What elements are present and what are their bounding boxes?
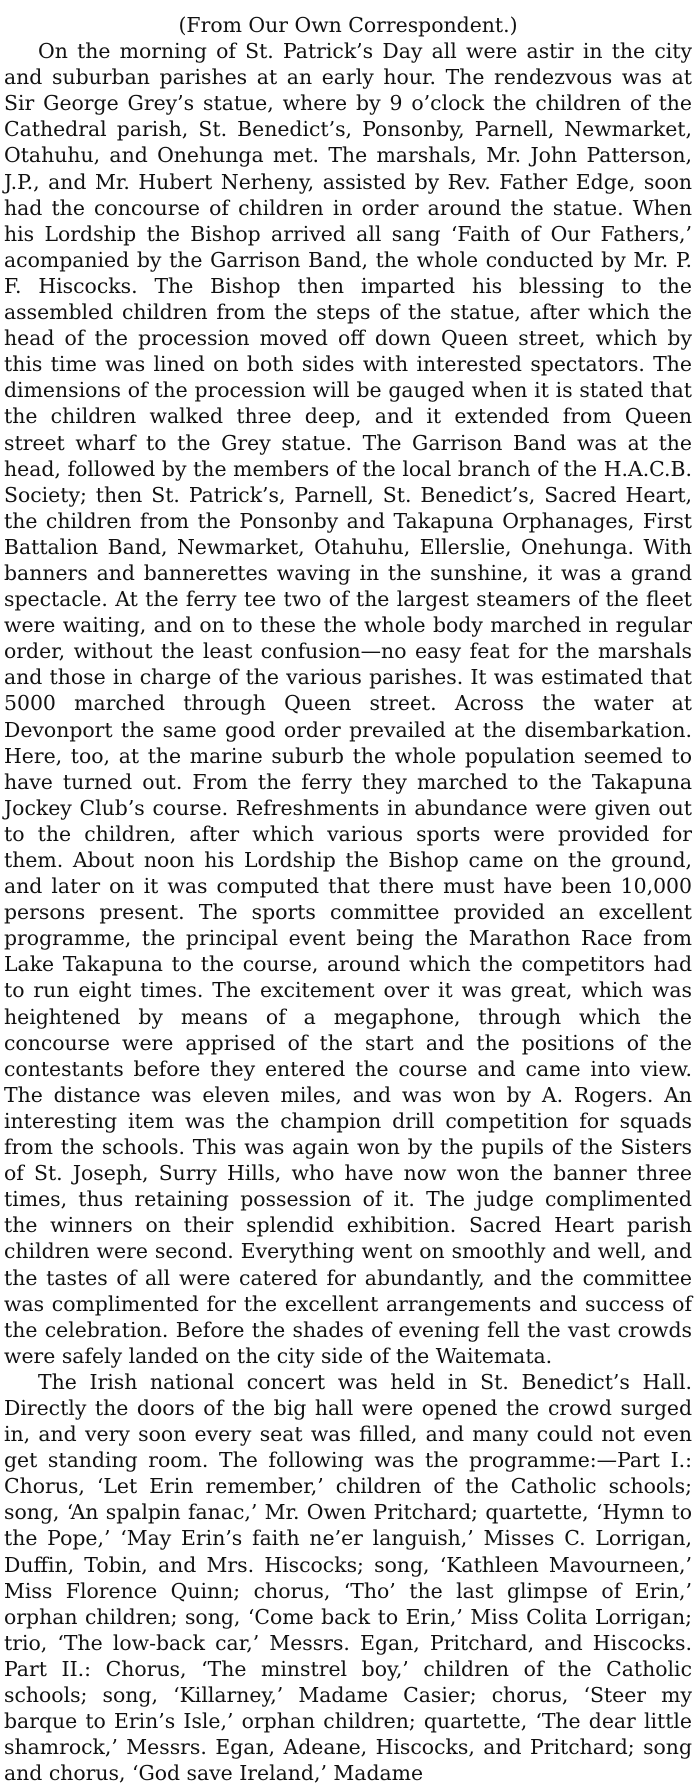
dateline: (From Our Own Correspondent.) [178,13,518,37]
article-paragraph-concert: The Irish national concert was held in St. Benedict’s Hall. Directly the doors of the big hall were opened the crowd surged in, and very soon every seat was filled, and many could not even get standing room. The following was the programme:—Part I.: Chorus, ‘Let Erin remember,’ children of the Catholic schools; song, ‘An spalpin fanac,’ Mr. Owen Pritchard; quartette, ‘Hymn to the Pope,’ ‘May Erin’s faith ne’er languish,’ Misses C. Lorrigan, Duffin, Tobin, and Mrs. Hiscocks; song, ‘Kathleen Mavourneen,’ Miss Florence Quinn; chorus, ‘Tho’ the last glimpse of Erin,’ orphan children; song, ‘Come back to Erin,’ Miss Colita Lorrigan; trio, ‘The low-back car,’ Messrs. Egan, Pritchard, and Hiscocks. Part II.: Chorus, ‘The minstrel boy,’ children of the Catholic schools; song, ‘Killarney,’ Madame Casier; chorus, ‘Steer my barque to Erin’s Isle,’ orphan children; quartette, ‘The dear little shamrock,’ Messrs. Egan, Adeane, Hiscocks, and Pritchard; song and chorus, ‘God save Ireland,’ Madame [4,1369,692,1786]
article-paragraph-procession: On the morning of St. Patrick’s Day all were astir in the city and suburban parishes at an early hour. The rendezvous was at Sir George Grey’s statue, where by 9 o’clock the children of the Cathedral parish, St. Benedict’s, Ponsonby, Parnell, Newmarket, Otahuhu, and Onehunga met. The marshals, Mr. John Patterson, J.P., and Mr. Hubert Nerheny, assisted by Rev. Father Edge, soon had the concourse of children in order around the statue. When his Lordship the Bishop arrived all sang ‘Faith of Our Fathers,’ acompanied by the Garrison Band, the whole conducted by Mr. P. F. Hiscocks. The Bishop then imparted his blessing to the assembled children from the steps of the statue, after which the head of the procession moved off down Queen street, which by this time was lined on both sides with interested spectators. The dimensions of the procession will be gauged when it is stated that the children walked three deep, and it extended from Queen street wharf to the Grey statue. The Garrison Band was at the head, followed by the members of the local branch of the H.A.C.B. Society; then St. Patrick’s, Parnell, St. Benedict’s, Sacred Heart, the children from the Ponsonby and Takapuna Orphanages, First Battalion Band, Newmarket, Otahuhu, Ellerslie, Onehunga. With banners and bannerettes waving in the sunshine, it was a grand spectacle. At the ferry tee two of the largest steamers of the fleet were waiting, and on to these the whole body marched in regular order, without the least confusion—no easy feat for the marshals and those in charge of the various parishes. It was estimated that 5000 marched through Queen street. Across the water at Devonport the same good order prevailed at the disembarkation. Here, too, at the marine suburb the whole population seemed to have turned out. From the ferry they marched to the Takapuna Jockey Club’s course. Refreshments in abundance were given out to the children, after which various sports were provided for them. About noon his Lordship the Bishop came on the ground, and later on it was computed that there must have been 10,000 persons present. The sports committee provided an excellent programme, the principal event being the Marathon Race from Lake Takapuna to the course, around which the competitors had to run eight times. The excitement over it was great, which was heightened by means of a megaphone, through which the concourse were apprised of the start and the positions of the contestants before they entered the course and came into view. The distance was eleven miles, and was won by A. Rogers. An interesting item was the champion drill competition for squads from the schools. This was again won by the pupils of the Sisters of St. Joseph, Surry Hills, who have now won the banner three times, thus retaining possession of it. The judge complimented the winners on their splendid exhibition. Sacred Heart parish children were second. Everything went on smoothly and well, and the tastes of all were catered for abundantly, and the committee was complimented for the excellent arrangements and success of the celebration. Before the shades of evening fell the vast crowds were safely landed on the city side of the Waitemata. [4,39,692,1368]
